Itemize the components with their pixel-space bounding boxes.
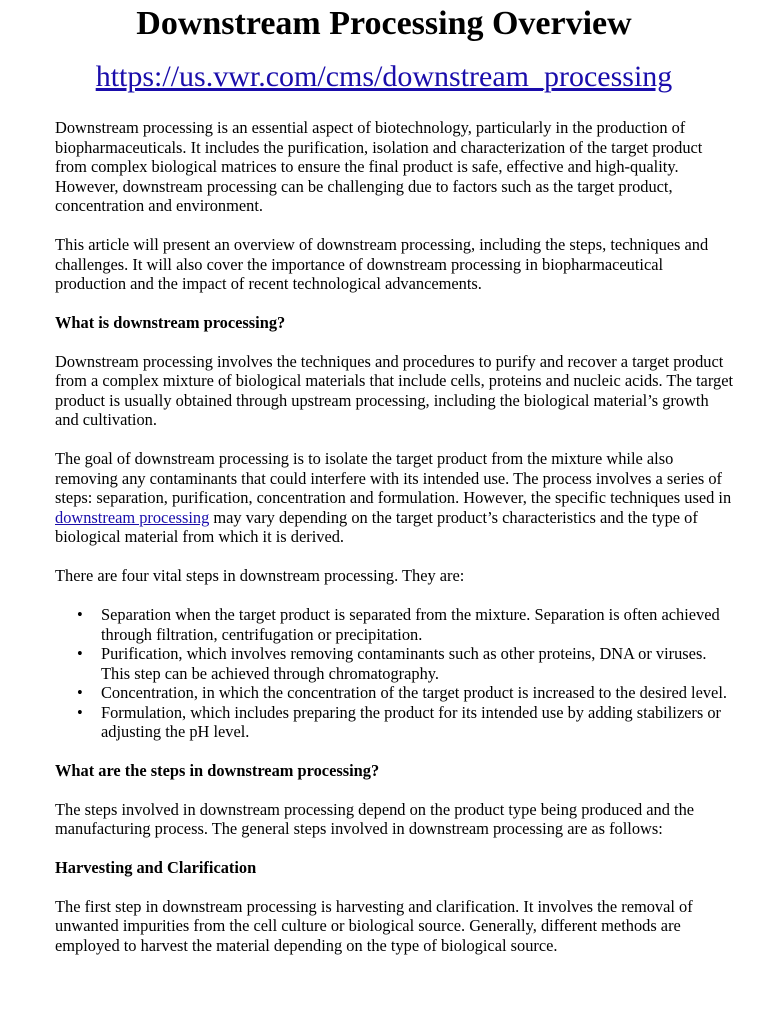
source-url-link[interactable]: https://us.vwr.com/cms/downstream_processing	[95, 60, 673, 93]
article-body	[55, 118, 735, 975]
list-item	[77, 702, 735, 742]
intro-paragraph-2: This article will present an overview of downstream processing, including the steps, techniques and challenges. It will also cover the importance of downstream processing in biopharmaceutical production and the impact of recent technological advancements.	[55, 235, 709, 293]
section-heading-steps: What are the steps in downstream processing?	[55, 761, 380, 780]
downstream-processing-link[interactable]: downstream processing	[55, 507, 210, 527]
list-item	[77, 683, 735, 703]
section-heading-harvesting: Harvesting and Clarification	[55, 858, 257, 877]
list-item-text: Purification, which involves removing contaminants such as other proteins, DNA or viruses. This step can be achieved through chromatography.	[101, 644, 707, 683]
bullet-icon: •	[77, 683, 83, 702]
bullet-icon: •	[77, 605, 83, 624]
bullet-icon: •	[77, 644, 83, 663]
section2-paragraph-1: The steps involved in downstream processing depend on the product type being produced and the manufacturing process. The general steps involved in downstream processing are as follows:	[55, 799, 695, 838]
section1-paragraph-3: There are four vital steps in downstream processing. They are:	[55, 566, 465, 585]
source-url-line	[0, 60, 768, 94]
bullet-icon: •	[77, 702, 83, 722]
section-heading-what-is: What is downstream processing?	[55, 313, 286, 332]
section1-paragraph-2	[55, 449, 735, 547]
list-item	[77, 644, 735, 683]
list-item-text: Concentration, in which the concentration of the target product is increased to the desired level.	[101, 683, 727, 702]
list-item	[77, 605, 735, 644]
steps-bullet-list	[55, 605, 735, 742]
list-item-text: Formulation, which includes preparing the product for its intended use by adding stabilizers or adjusting the pH level.	[101, 702, 721, 741]
section1-paragraph-2-text-after: may vary depending on the target product’s characteristics and the type of biological material from which it is derived.	[55, 507, 698, 546]
list-item-text: Separation when the target product is separated from the mixture. Separation is often achieved through filtration, centrifugation or precipitation.	[101, 605, 720, 644]
section1-paragraph-2-text-before: The goal of downstream processing is to isolate the target product from the mixture while also removing any contaminants that could interfere with its intended use. The process involves a series of steps: separation, purification, concentration and formulation. However, the specific techniques used in	[55, 449, 732, 507]
section1-paragraph-1: Downstream processing involves the techniques and procedures to purify and recover a target product from a complex mixture of biological materials that include cells, proteins and nucleic acids. The target product is usually obtained through upstream processing, including the biological material’s growth and cultivation.	[55, 351, 734, 429]
page-title: Downstream Processing Overview	[136, 5, 632, 42]
intro-paragraph-1: Downstream processing is an essential aspect of biotechnology, particularly in the production of biopharmaceuticals. It includes the purification, isolation and characterization of the target product from complex biological matrices to ensure the final product is safe, effective and high-quality. However, downstream processing can be challenging due to factors such as the target product, concentration and environment.	[55, 118, 703, 215]
section3-paragraph-1: The first step in downstream processing is harvesting and clarification. It involves the removal of unwanted impurities from the cell culture or biological source. Generally, different methods are employed to harvest the material depending on the type of biological source.	[55, 896, 693, 955]
